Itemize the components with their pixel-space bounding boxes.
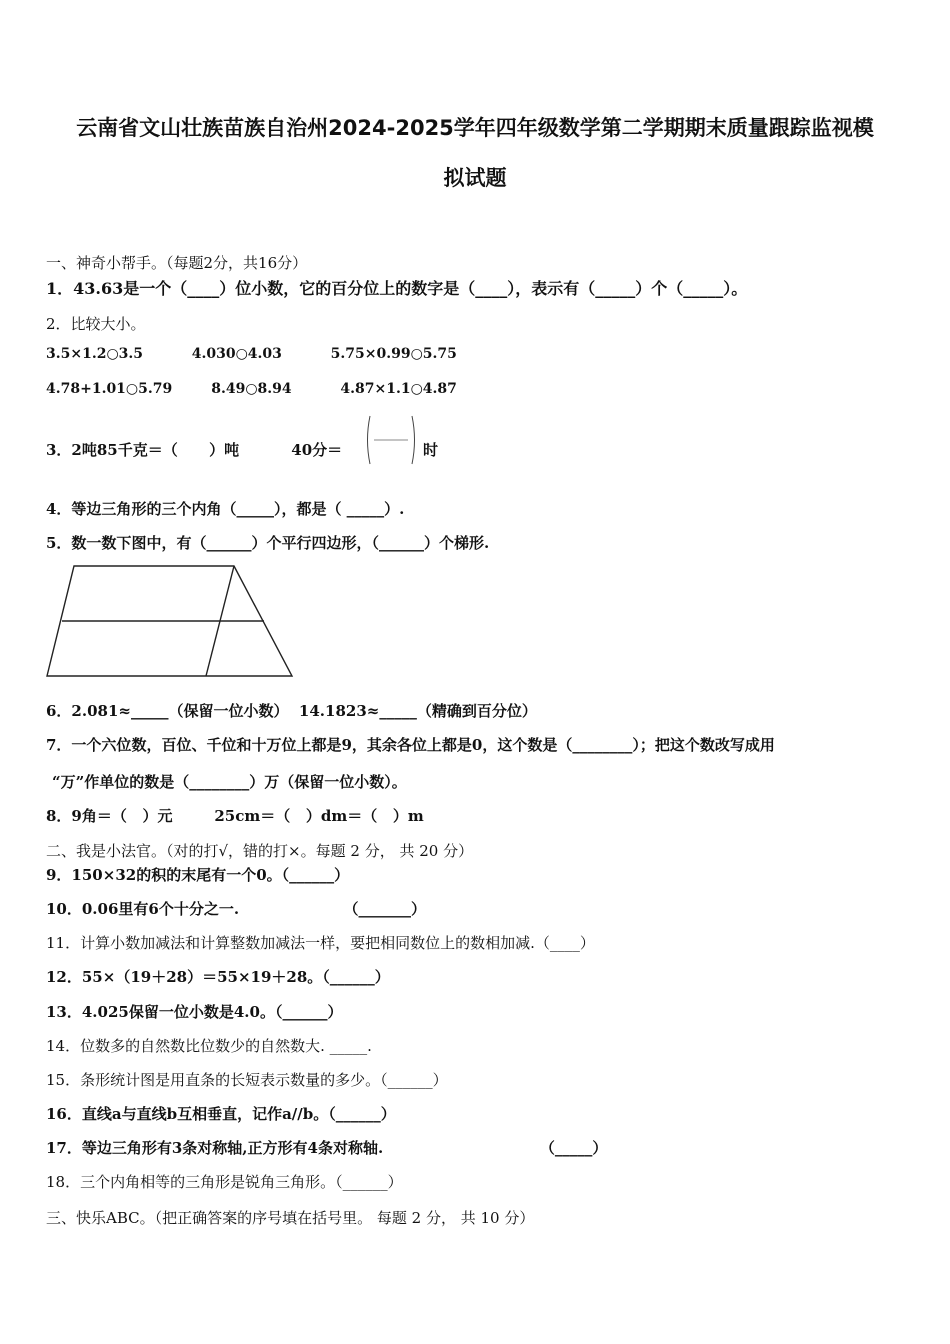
question-2: 2．比较大小。 <box>46 315 146 333</box>
question-3: 3．2吨85千克＝（ ）吨 40分＝ <box>46 441 343 459</box>
question-12: 12．55×（19＋28）＝55×19＋28。（______） <box>46 968 390 986</box>
section-heading-3: 三、快乐ABC。（把正确答案的序号填在括号里。 每题 2 分， 共 10 分） <box>46 1209 535 1227</box>
doc-title-line1: 云南省文山壮族苗族自治州2024-2025学年四年级数学第二学期期末质量跟踪监视模 <box>76 116 874 140</box>
question-4: 4．等边三角形的三个内角（_____），都是（ _____）. <box>46 500 405 518</box>
question-8: 8．9角＝（ ）元 25cm＝（ ）dm＝（ ）m <box>46 807 424 825</box>
doc-title-line2: 拟试题 <box>443 166 507 190</box>
question-17: 17．等边三角形有3条对称轴,正方形有4条对称轴. （_____） <box>46 1139 608 1157</box>
section-heading-1: 一、神奇小帮手。（每题2分，共16分） <box>46 254 308 272</box>
question-14: 14．位数多的自然数比位数少的自然数大. _____. <box>46 1037 372 1055</box>
trapezoid-figure <box>44 562 296 680</box>
question-6: 6．2.081≈_____（保留一位小数） 14.1823≈_____（精确到百分位） <box>46 702 537 720</box>
question-10: 10．0.06里有6个十分之一. （_______） <box>46 900 427 918</box>
question-2-row-2: 4.78+1.01○5.79 8.49○8.94 4.87×1.1○4.87 <box>46 381 457 397</box>
question-2-row-1: 3.5×1.2○3.5 4.030○4.03 5.75×0.99○5.75 <box>46 346 457 362</box>
question-15: 15．条形统计图是用直条的长短表示数量的多少。（______） <box>46 1071 448 1089</box>
question-3-unit: 时 <box>423 441 439 459</box>
question-16: 16．直线a与直线b互相垂直，记作a//b。（______） <box>46 1105 396 1123</box>
fraction-bracket-icon <box>364 414 418 466</box>
question-18: 18．三个内角相等的三角形是锐角三角形。（______） <box>46 1173 403 1191</box>
question-5: 5．数一数下图中，有（______）个平行四边形，（______）个梯形. <box>46 534 490 552</box>
question-9: 9．150×32的积的末尾有一个0。（______） <box>46 866 350 884</box>
question-1: 1．43.63是一个（____）位小数，它的百分位上的数字是（____），表示有（_____）个（_____）。 <box>46 279 748 298</box>
question-11: 11．计算小数加减法和计算整数加减法一样，要把相同数位上的数相加减.（____） <box>46 934 595 952</box>
question-13: 13．4.025保留一位小数是4.0。（______） <box>46 1003 343 1021</box>
question-7-line-2: “万”作单位的数是（________）万（保留一位小数）。 <box>52 773 407 791</box>
question-7-line-1: 7．一个六位数，百位、千位和十万位上都是9，其余各位上都是0，这个数是（________）；把这个数改写成用 <box>46 736 775 754</box>
section-heading-2: 二、我是小法官。（对的打√，错的打×。每题 2 分， 共 20 分） <box>46 842 474 860</box>
fraction-blank <box>364 414 418 466</box>
